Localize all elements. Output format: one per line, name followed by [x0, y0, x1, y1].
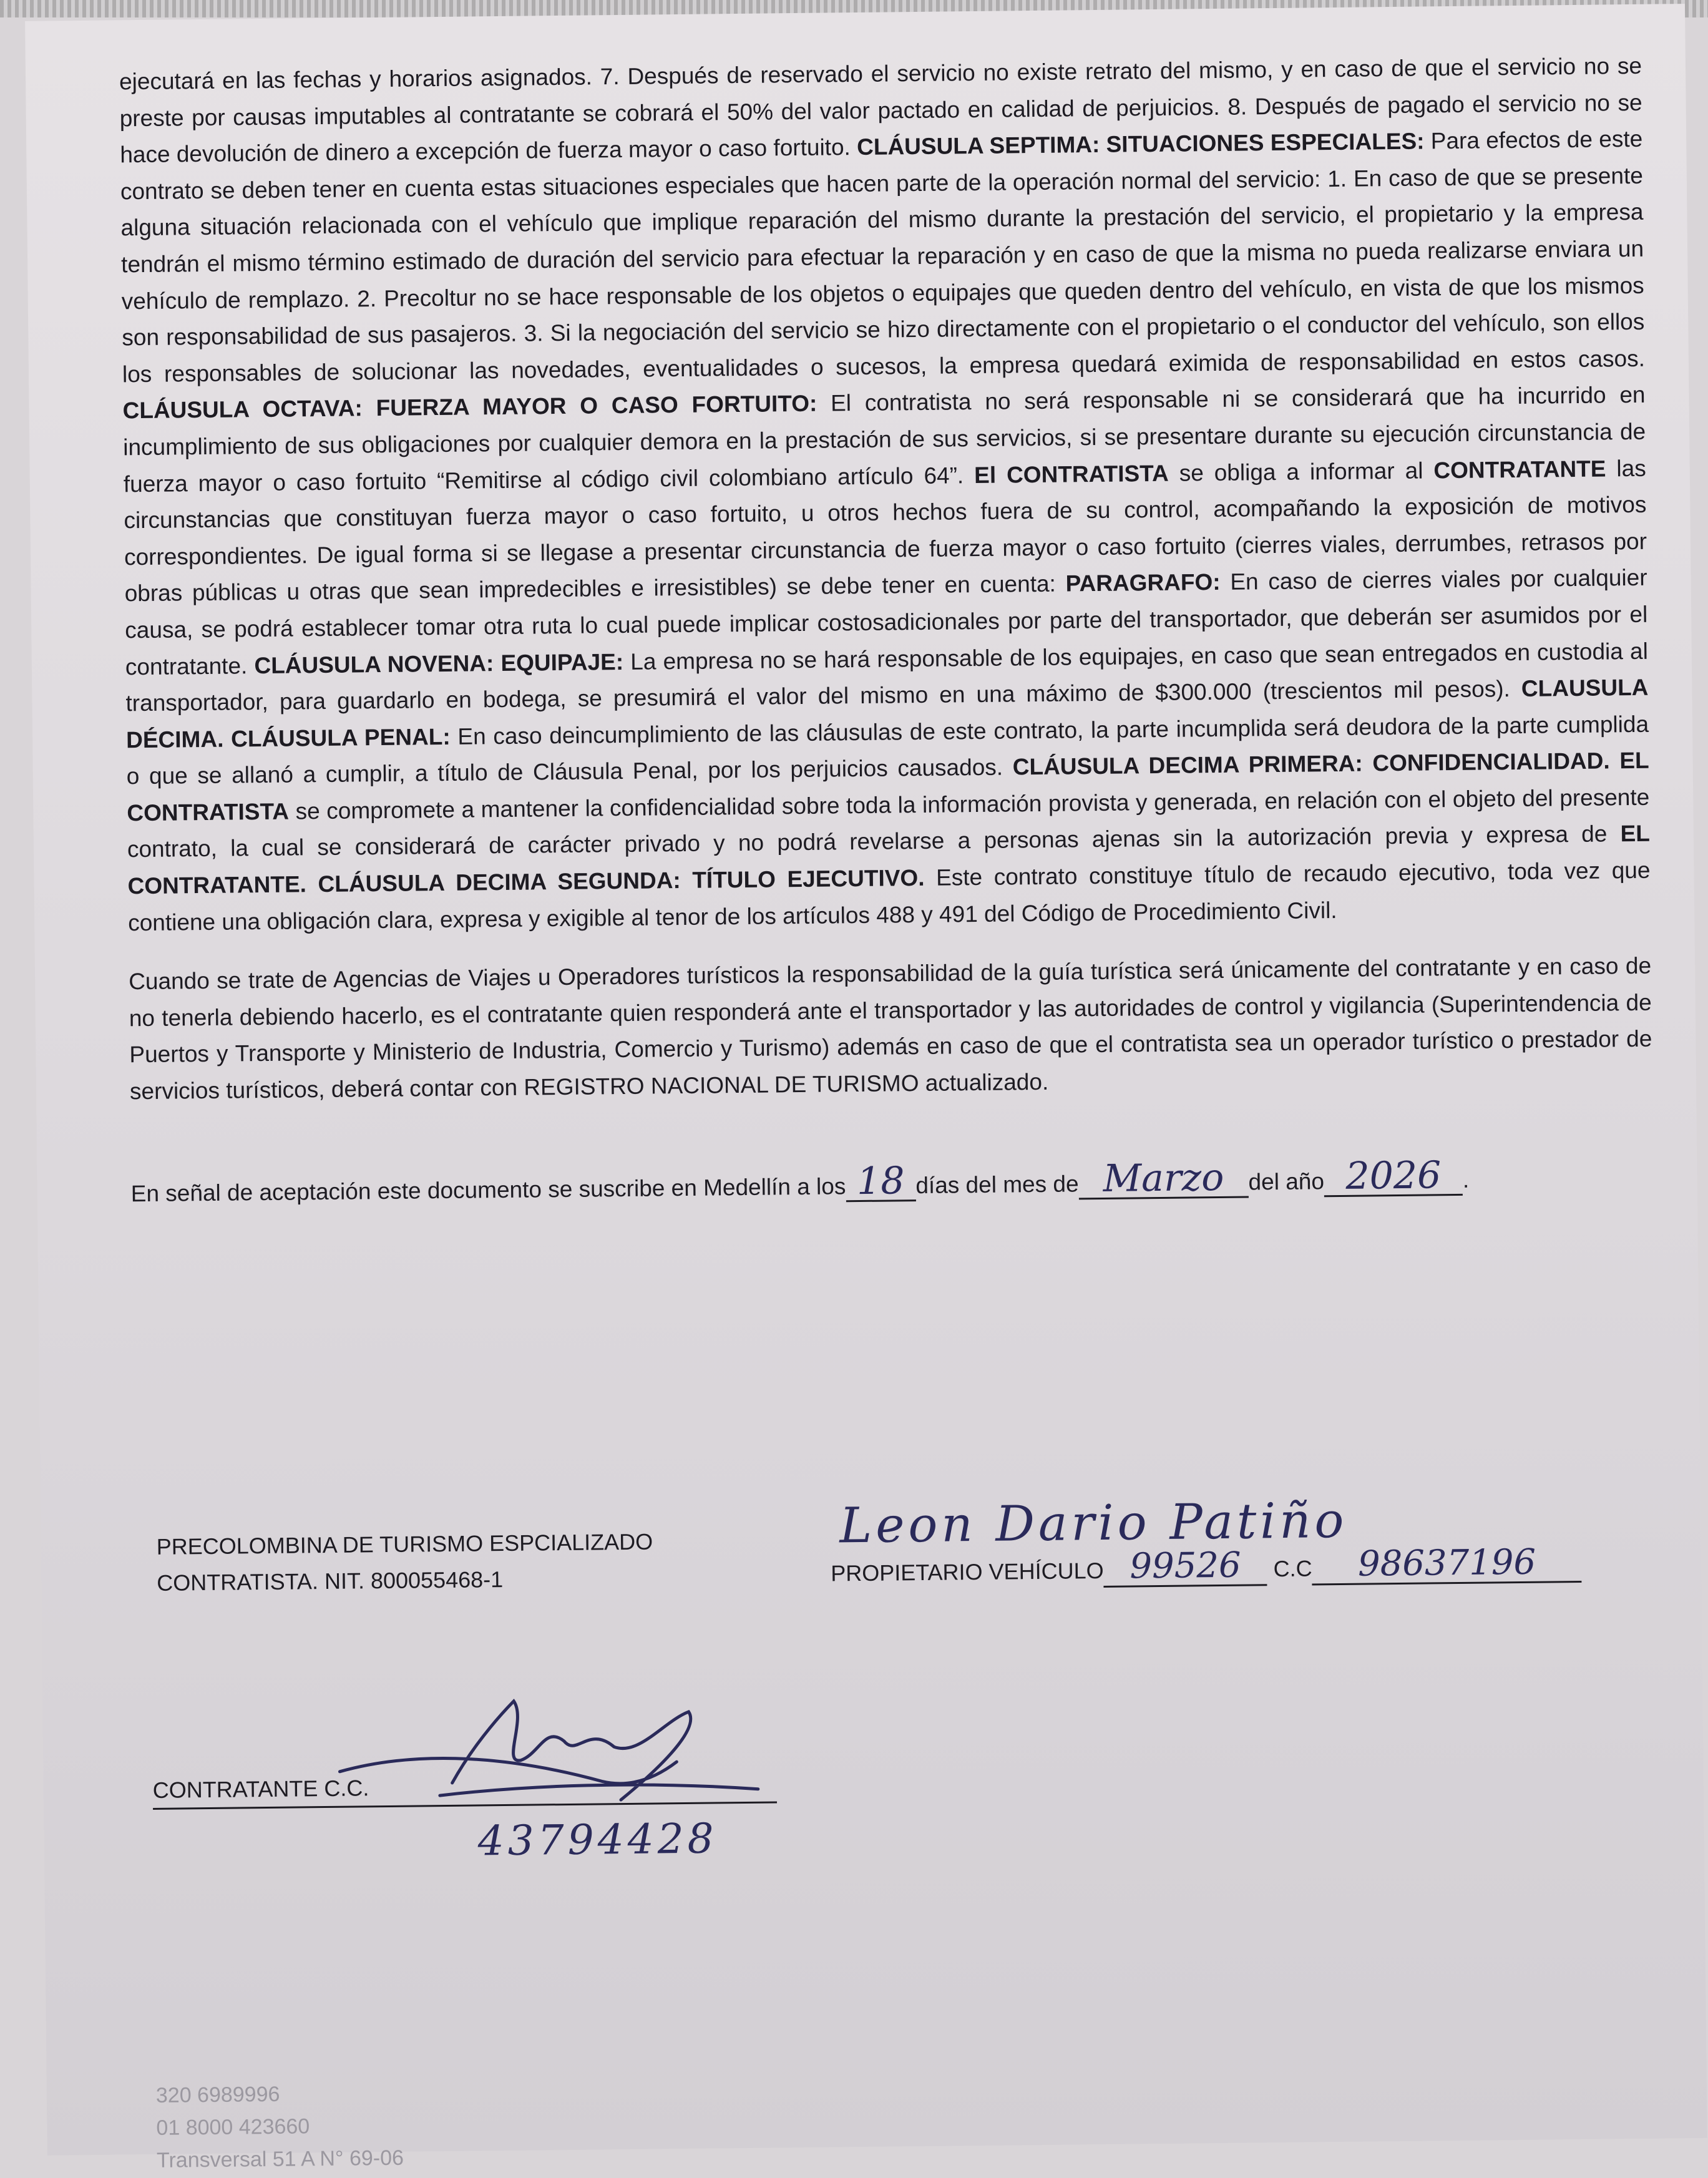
clause-text: se compromete a mantener la confidencialidad sobre toda la información provista y generada, en relación con el objeto del presente contrato, la cual se considerará de carácter privado y no podrá revelarse a personas ajenas sin la autorización previa y expresa de — [127, 784, 1650, 862]
clause-11-heading: CLÁUSULA DECIMA PRIMERA: CONFIDENCIALIDAD. EL CONTRATISTA — [127, 748, 1649, 826]
clause-text: En caso de cierres viales por cualquier causa, se podrá establecer tomar otra ruta lo cual puede implicar costosadicionales por parte del transportador, que deberán ser asumidos por el contratante. — [125, 565, 1648, 680]
contratante-label: CONTRATANTE C.C. — [152, 1775, 369, 1803]
clause-text: se obliga a informar al — [1168, 457, 1434, 486]
clause-text: La empresa no se hará responsable de los equipajes, en caso que sean entregados en custodia al transportador, para guardarlo en bodega, se presumirá el valor del mismo en una máximo de $300.000 (trescientos mil pesos). — [125, 638, 1649, 716]
footer-phone-1: 320 6989996 — [155, 2082, 280, 2107]
contratante-cc-handwritten: 43794428 — [477, 1814, 718, 1865]
year-field: 2026 — [1324, 1156, 1463, 1197]
contract-body — [119, 48, 1654, 1235]
owner-label: PROPIETARIO VEHÍCULO — [830, 1557, 1104, 1586]
contratista-company: PRECOLOMBINA DE TURISMO ESPCIALIZADO — [156, 1528, 653, 1560]
contratista-signature-block — [156, 1524, 653, 1601]
clause-text: En caso deincumplimiento de las cláusulas de este contrato, la parte incumplida será deudora de la parte cumplida o que se allanó a cumplir, a título de Cláusula Penal, por los perjuicios causados. — [126, 711, 1649, 789]
clauses-paragraph — [119, 48, 1651, 942]
paragrafo-heading: PARAGRAFO: — [1065, 569, 1221, 597]
clause-text: ejecutará en las fechas y horarios asignados. 7. Después de reservado el servicio no existe retrato del mismo, y en caso de que el servicio no se preste por causas imputables al contratante se cobrará el 50% del valor pactado en calidad de perjuicios. 8. Después de pagado el servicio no se hace devolución de dinero a excepción de fuerza mayor o caso fortuito. — [119, 52, 1642, 168]
acceptance-line: En señal de aceptación este documento se suscribe en Medellín a los 18 días del mes de Marzo del año 2026 . — [130, 1153, 1470, 1206]
footer-contact — [156, 2077, 404, 2177]
owner-cc-label: C.C — [1273, 1555, 1312, 1582]
clause-text: Para efectos de este contrato se deben tener en cuenta estas situaciones especiales que hacen parte de la operación normal del servicio: 1. En caso de que se presente alguna situación relacionada con el vehículo que implique reparación del mismo durante la prestación del servicio, el propietario y la empresa tendrán el mismo término estimado de duración del servicio para efectuar la reparación y en caso de que la misma no pueda realizarse enviara un vehículo de remplazo. 2. Precoltur no se hace responsable de los objetos o equipajes que queden dentro del vehículo, en vista de que los mismos son responsabilidad de sus pasajeros. 3. Si la negociación del servicio se hizo directamente con el propietario o el conductor del vehículo, son ellos los responsables de solucionar las novedades, eventualidades o sucesos, la empresa quedará eximida de responsabilidad en estos casos. — [120, 125, 1646, 388]
owner-signature-block — [830, 1493, 1617, 1591]
party-contratante: CONTRATANTE — [1433, 455, 1606, 483]
agencies-paragraph: Cuando se trate de Agencias de Viajes u Operadores turísticos la responsabilidad de la guía turística será únicamente del contratante y en caso de no tenerla debiendo hacerlo, es el contratante quien responderá ante el transportador y las autoridades de control y vigilancia (Superintendencia de Puertos y Transporte y Ministerio de Industria, Comercio y Turismo) además en caso de que el contratista sea un operador turístico o prestador de servicios turísticos, deberá contar con REGISTRO NACIONAL DE TURISMO actualizado. — [128, 952, 1652, 1105]
contratista-nit: CONTRATISTA. NIT. 800055468-1 — [157, 1566, 504, 1596]
clause-7-heading: CLÁUSULA SEPTIMA: SITUACIONES ESPECIALES: — [856, 128, 1425, 160]
day-field: 18 — [846, 1162, 916, 1202]
clause-text: El contratista no será responsable ni se considerará que ha incurrido en incumplimiento de sus obligaciones por cualquier demora en la prestación de sus servicios, si se presentare durante su ejecución circunstancia de fuerza mayor o caso fortuito “Remitirse al código civil colombiano artículo 64”. — [123, 382, 1646, 497]
footer-phone-2: 01 8000 423660 — [156, 2114, 310, 2140]
clause-8-heading: CLÁUSULA OCTAVA: FUERZA MAYOR O CASO FORTUITO: — [122, 391, 817, 424]
month-field: Marzo — [1078, 1158, 1249, 1199]
clause-10-heading: CLAUSULA DÉCIMA. CLÁUSULA PENAL: — [125, 674, 1649, 753]
contract-page — [25, 4, 1707, 2172]
clause-12-heading: EL CONTRATANTE. CLÁUSULA DECIMA SEGUNDA: TÍTULO EJECUTIVO. — [127, 821, 1651, 899]
party-contratista: El CONTRATISTA — [974, 460, 1169, 488]
owner-vehicle-field: 99526 — [1103, 1546, 1267, 1588]
clause-text: las circunstancias que constituyan fuerza mayor o caso fortuito, u otros hechos fuera de su control, acompañando la exposición de motivos correspondientes. De igual forma si se llegase a presentar circunstancia de fuerza mayor o caso fortuito (cierres viales, derrumbes, retrasos por obras públicas u otras que sean impredecibles e irresistibles) se debe tener en cuenta: — [124, 455, 1647, 607]
clause-text: Este contrato constituye título de recaudo ejecutivo, toda vez que contiene una obligación clara, expresa y exigible al tenor de los artículos 488 y 491 del Código de Procedimiento Civil. — [127, 857, 1651, 935]
contratante-signature-scribble — [326, 1685, 889, 1815]
owner-cc-field: 98637196 — [1312, 1543, 1582, 1586]
clause-9-heading: CLÁUSULA NOVENA: EQUIPAJE: — [254, 648, 624, 678]
footer-address: Transversal 51 A N° 69-06 — [156, 2146, 404, 2172]
owner-handwritten-name: Leon Dario Patiño — [839, 1492, 1348, 1555]
contratante-signature-block — [152, 1685, 840, 1892]
